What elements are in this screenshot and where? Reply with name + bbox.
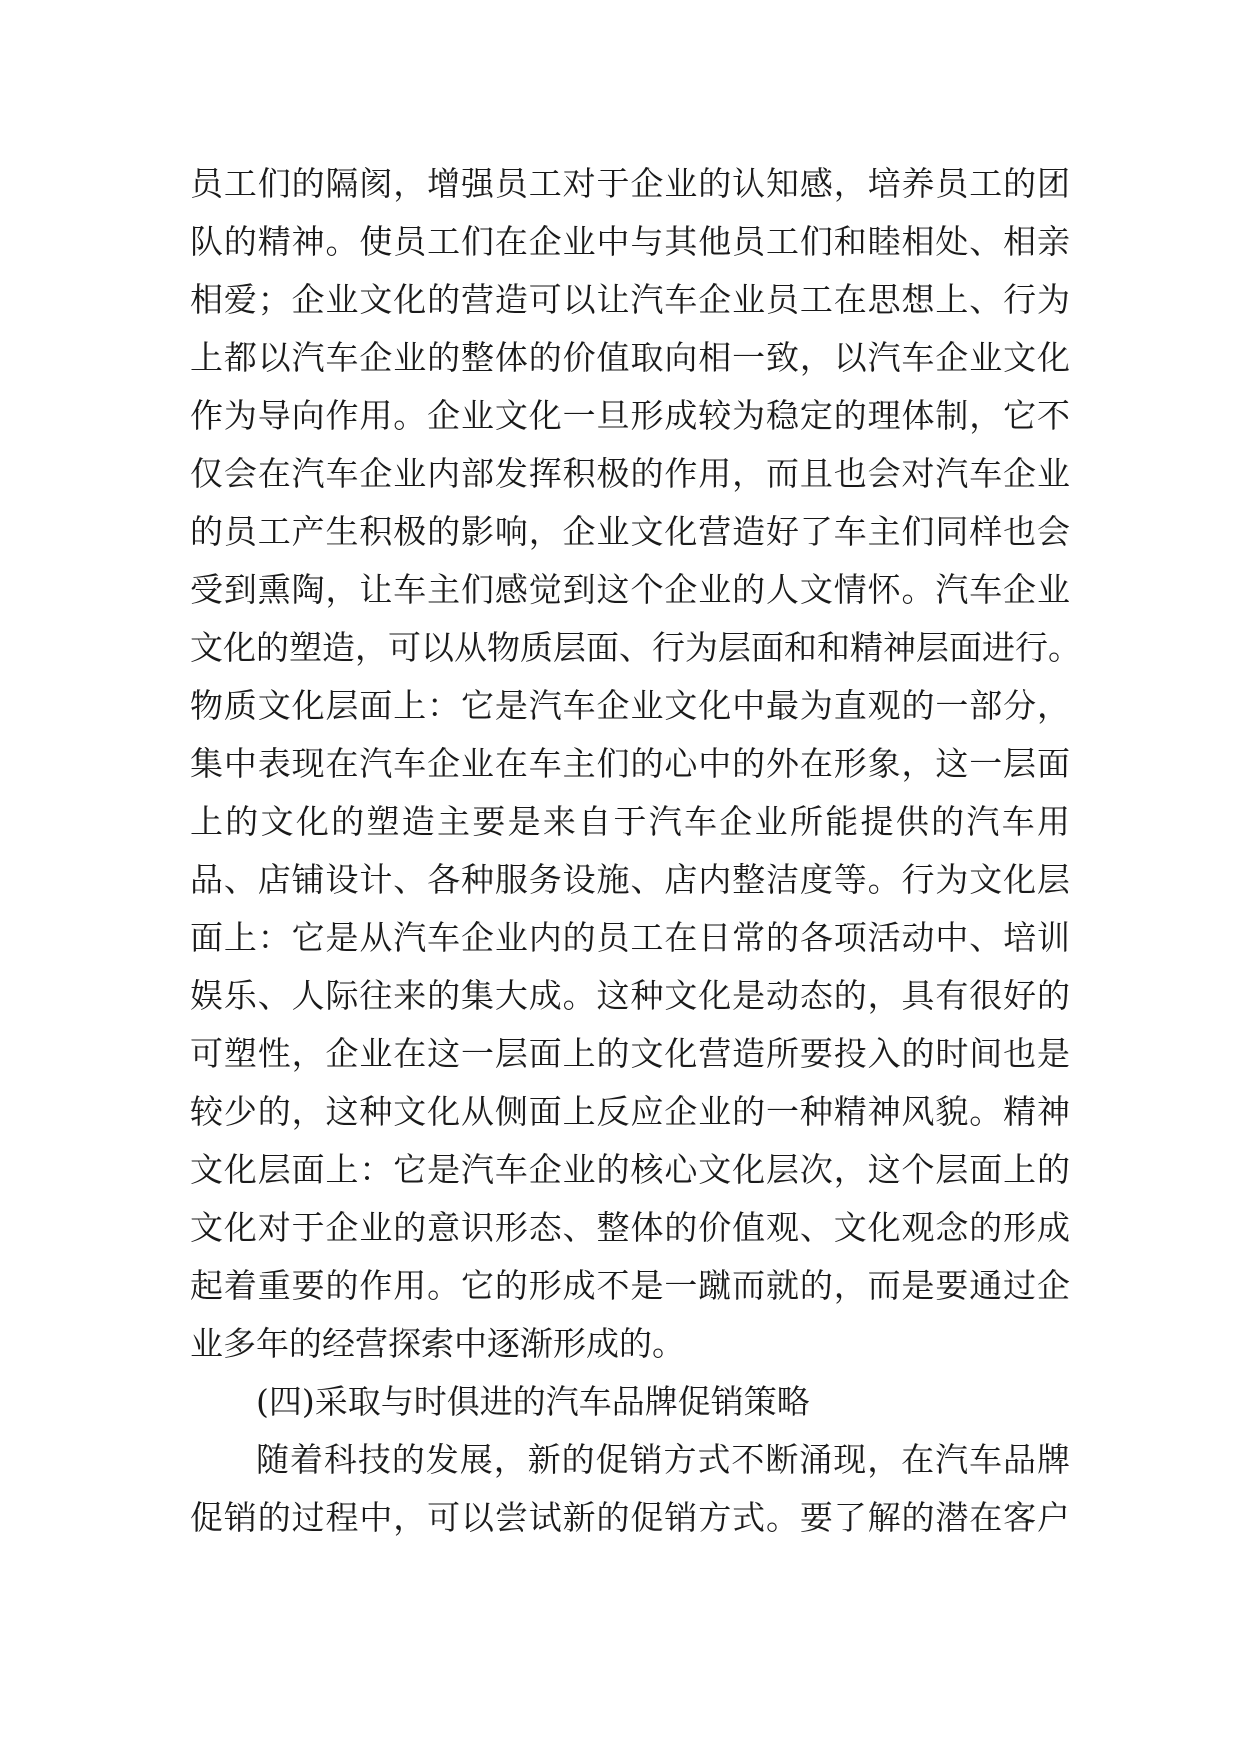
text-line: 上都以汽车企业的整体的价值取向相一致，以汽车企业文化 [190,338,1070,377]
text-line: 文化层面上：它是汽车企业的核心文化层次，这个层面上的 [190,1150,1070,1189]
text-line: 员工们的隔阂，增强员工对于企业的认知感，培养员工的团 [190,164,1070,203]
text-line: 文化的塑造，可以从物质层面、行为层面和和精神层面进行。 [190,628,1081,667]
text-line: 文化对于企业的意识形态、整体的价值观、文化观念的形成 [190,1208,1070,1247]
text-line: 物质文化层面上：它是汽车企业文化中最为直观的一部分， [190,686,1070,725]
text-line: 仅会在汽车企业内部发挥积极的作用，而且也会对汽车企业 [190,454,1070,493]
text-line: 的员工产生积极的影响，企业文化营造好了车主们同样也会 [190,512,1070,551]
text-line: 受到熏陶，让车主们感觉到这个企业的人文情怀。汽车企业 [190,570,1070,609]
text-line: 作为导向作用。企业文化一旦形成较为稳定的理体制，它不 [190,396,1070,435]
text-line: 集中表现在汽车企业在车主们的心中的外在形象，这一层面 [190,744,1070,783]
text-line: 促销的过程中，可以尝试新的促销方式。要了解的潜在客户 [190,1498,1070,1537]
text-line: 相爱；企业文化的营造可以让汽车企业员工在思想上、行为 [190,280,1070,319]
section-heading: (四)采取与时俱进的汽车品牌促销策略 [256,1382,810,1421]
text-line: 可塑性，企业在这一层面上的文化营造所要投入的时间也是 [190,1034,1070,1073]
text-line: 面上：它是从汽车企业内的员工在日常的各项活动中、培训 [190,918,1070,957]
text-line: 队的精神。使员工们在企业中与其他员工们和睦相处、相亲 [190,222,1070,261]
text-line: 随着科技的发展，新的促销方式不断涌现，在汽车品牌 [256,1440,1070,1479]
text-line: 较少的，这种文化从侧面上反应企业的一种精神风貌。精神 [190,1092,1070,1131]
text-line: 上的文化的塑造主要是来自于汽车企业所能提供的汽车用 [190,802,1070,841]
text-line: 业多年的经营探索中逐渐形成的。 [190,1324,685,1363]
text-line: 品、店铺设计、各种服务设施、店内整洁度等。行为文化层 [190,860,1070,899]
text-line: 起着重要的作用。它的形成不是一蹴而就的，而是要通过企 [190,1266,1070,1305]
text-line: 娱乐、人际往来的集大成。这种文化是动态的，具有很好的 [190,976,1070,1015]
body-text [190,155,1081,1547]
